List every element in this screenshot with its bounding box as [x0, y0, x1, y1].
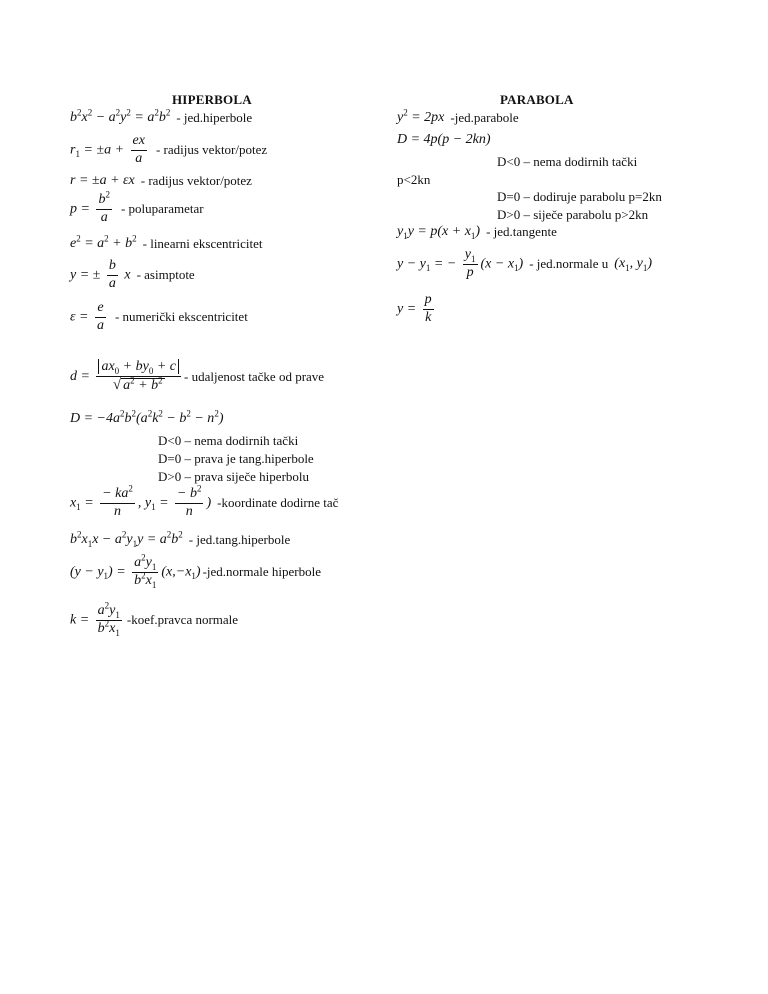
diskriminanta-parabola-formula: D = 4p(p − 2kn) — [397, 132, 491, 147]
koordinate-dodira-formula: $x_1$ = $\frac{- ka^2}{n}$ , $y_1$ = $\frac{- b^2}{n}$ ) — [70, 483, 212, 519]
parabola-cond-less: D<0 – nema dodirnih tački — [497, 154, 638, 169]
asimptote-line — [70, 259, 195, 291]
parabola-y-p-over-k-line — [397, 293, 437, 325]
hiperbola-equation-formula: $b^2x^2 - a^2y^2 = a^2b^2$ — [70, 107, 171, 125]
radius-vector-1-line — [70, 134, 267, 166]
udaljenost-label: - udaljenost tačke od prave — [184, 368, 325, 384]
radius-vector-1-formula: $r_1 = \pm a$ + $\frac{ex}{a}$ — [70, 133, 145, 166]
tangenta-parabole-label: - jed.tangente — [486, 224, 557, 239]
poluparametar-line — [70, 189, 204, 225]
koordinate-dodira-line — [70, 483, 339, 519]
radius-vector-2-label: - radijus vektor/potez — [140, 173, 252, 188]
poluparametar-formula: p = $\frac{b^2}{a}$ — [70, 189, 110, 225]
normala-parabole-point: ($x_1$, $y_1$) — [614, 256, 653, 273]
radius-vector-2-line — [70, 173, 252, 189]
asimptote-formula: y = ± $\frac{b}{a}$ x — [70, 258, 131, 291]
hiperbola-cond-less: D<0 – nema dodirnih tački — [158, 433, 299, 448]
normala-parabole-label: - jed.normale u — [529, 256, 609, 272]
linearni-ekscentricitet-line — [70, 233, 263, 252]
parabola-equation-label: -jed.parabole — [450, 110, 519, 125]
normala-parabole-formula: $y - y_1$ = − $\frac{y_1}{p}$ $(x - x_1)$ — [397, 247, 524, 280]
hiperbola-cond-equal: D=0 – prava je tang.hiperbole — [158, 451, 314, 466]
hiperbola-equation-label: - jed.hiperbole — [176, 110, 253, 125]
tangenta-parabole-line — [397, 224, 557, 240]
diskriminanta-hiperbola-formula: $D = -4a^2b^2(a^2k^2 - b^2 - n^2)$ — [70, 408, 224, 426]
parabola-cond-p: p<2kn — [397, 172, 431, 187]
hiperbola-equation-line — [70, 107, 253, 126]
numericki-ekscentricitet-line — [70, 301, 248, 333]
parabola-cond-greater: D>0 – siječe parabolu p>2kn — [497, 207, 649, 222]
asimptote-label: - asimptote — [136, 267, 195, 283]
parabola-heading: PARABOLA — [500, 92, 574, 107]
poluparametar-label: - poluparametar — [120, 201, 204, 217]
normala-hiperbole-formula: $(y - y_1)$ = $\frac{a^2y_1}{b^2x_1}$ $(x,-x_1)$ — [70, 552, 201, 590]
tangenta-parabole-formula: $y_1y = p(x + x_1)$ — [397, 224, 481, 241]
radius-vector-2-formula: r = ±a + εx — [70, 173, 135, 188]
hiperbola-heading: HIPERBOLA — [172, 92, 252, 107]
tangenta-hiperbole-label: - jed.tang.hiperbole — [188, 532, 291, 547]
parabola-y-p-over-k-formula: y = $\frac{p}{k}$ — [397, 292, 432, 325]
diskriminanta-hiperbola-line — [70, 408, 224, 427]
parabola-cond-equal: D=0 – dodiruje parabolu p=2kn — [497, 189, 662, 204]
tangenta-hiperbole-formula: $b^2x_1x - a^2y_1y = a^2b^2$ — [70, 529, 183, 549]
radius-vector-1-label: - radijus vektor/potez — [155, 142, 268, 158]
koordinate-dodira-label: -koordinate dodirne tač — [217, 495, 339, 511]
normala-hiperbole-line — [70, 552, 321, 590]
tangenta-hiperbole-line — [70, 529, 291, 549]
udaljenost-line — [70, 360, 324, 393]
linearni-ekscentricitet-label: - linearni ekscentricitet — [142, 236, 263, 251]
linearni-ekscentricitet-formula: $e^2 = a^2 + b^2$ — [70, 233, 137, 251]
numericki-ekscentricitet-formula: ε = $\frac{e}{a}$ — [70, 300, 104, 333]
normala-hiperbole-label: -jed.normale hiperbole — [202, 564, 321, 580]
hiperbola-cond-greater: D>0 – prava siječe hiperbolu — [158, 469, 310, 484]
normala-parabole-line — [397, 248, 652, 280]
numericki-ekscentricitet-label: - numerički ekscentricitet — [114, 309, 248, 325]
parabola-equation-formula: $y^2 = 2px$ — [397, 107, 445, 125]
koef-normale-line — [70, 600, 239, 638]
udaljenost-formula: d = $ax_0 + by_0 + c$ √ $a^2 + b^2$ — [70, 360, 184, 393]
koef-normale-formula: k = $\frac{a^2y_1}{b^2x_1}$ — [70, 600, 120, 638]
parabola-equation-line — [397, 107, 519, 126]
diskriminanta-parabola-line — [397, 132, 491, 148]
koef-normale-label: -koef.pravca normale — [126, 612, 239, 628]
